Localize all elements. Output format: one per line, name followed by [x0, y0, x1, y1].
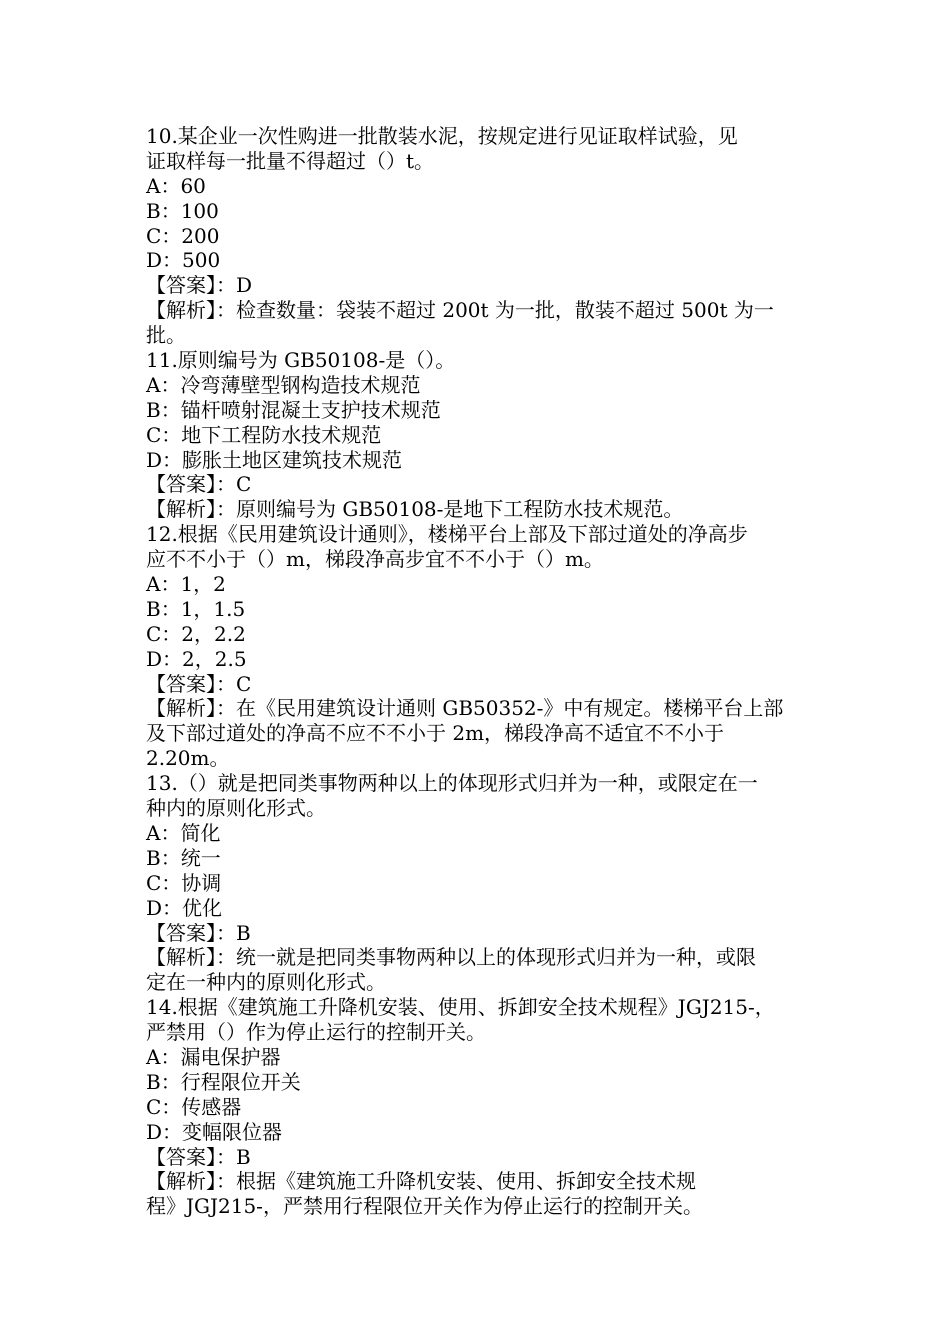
option-b: B：锚杆喷射混凝土支护技术规范	[146, 397, 441, 422]
option-b: B：统一	[146, 845, 221, 870]
analysis-line: 【解析】：在《民用建筑设计通则 GB50352-》中有规定。楼梯平台上部	[146, 696, 784, 721]
question-stem-line: 13.（）就是把同类事物两种以上的体现形式归并为一种，或限定在一	[146, 771, 758, 796]
analysis-line: 【解析】：原则编号为 GB50108-是地下工程防水技术规范。	[146, 497, 684, 522]
option-b: B：100	[146, 198, 219, 223]
option-b: B：行程限位开关	[146, 1069, 301, 1094]
option-c: C：200	[146, 223, 220, 248]
analysis-line: 【解析】：统一就是把同类事物两种以上的体现形式归并为一种，或限	[146, 945, 756, 970]
option-d: D：500	[146, 248, 221, 273]
answer-line: 【答案】：B	[146, 920, 251, 945]
analysis-line: 定在一种内的原则化形式。	[146, 970, 386, 995]
question-12	[146, 522, 812, 771]
analysis-line: 【解析】：根据《建筑施工升降机安装、使用、拆卸安全技术规	[146, 1169, 696, 1194]
question-list	[146, 124, 812, 1219]
option-b: B：1，1.5	[146, 596, 246, 621]
analysis-line: 程》JGJ215-，严禁用行程限位开关作为停止运行的控制开关。	[146, 1194, 703, 1219]
option-a: A：60	[146, 173, 206, 198]
option-d: D：膨胀土地区建筑技术规范	[146, 447, 403, 472]
question-stem-line: 种内的原则化形式。	[146, 796, 326, 821]
question-stem-line: 12.根据《民用建筑设计通则》，楼梯平台上部及下部过道处的净高步	[146, 522, 748, 547]
question-stem-line: 11.原则编号为 GB50108-是（）。	[146, 348, 456, 373]
option-a: A：1，2	[146, 572, 226, 597]
question-13	[146, 771, 812, 995]
answer-line: 【答案】：C	[146, 671, 252, 696]
question-stem-line: 10.某企业一次性购进一批散装水泥，按规定进行见证取样试验，见	[146, 124, 738, 148]
question-stem-line: 应不不小于（）m，梯段净高步宜不不小于（）m。	[146, 547, 604, 572]
option-d: D：变幅限位器	[146, 1119, 283, 1144]
analysis-line: 【解析】：检查数量：袋装不超过 200t 为一批，散装不超过 500t 为一	[146, 298, 774, 323]
question-stem-line: 严禁用（）作为停止运行的控制开关。	[146, 1020, 486, 1045]
question-stem-line: 14.根据《建筑施工升降机安装、使用、拆卸安全技术规程》JGJ215-，	[146, 995, 775, 1020]
question-10	[146, 124, 812, 348]
option-a: A：冷弯薄壁型钢构造技术规范	[146, 372, 421, 397]
answer-line: 【答案】：D	[146, 273, 253, 298]
question-stem-line: 证取样每一批量不得超过（）t。	[146, 148, 435, 173]
answer-line: 【答案】：B	[146, 1144, 251, 1169]
option-a: A：简化	[146, 820, 221, 845]
option-c: C：地下工程防水技术规范	[146, 422, 382, 447]
analysis-line: 2.20m。	[146, 746, 230, 771]
answer-line: 【答案】：C	[146, 472, 252, 497]
analysis-line: 批。	[146, 323, 186, 348]
option-c: C：传感器	[146, 1094, 242, 1119]
option-a: A：漏电保护器	[146, 1044, 281, 1069]
question-14	[146, 995, 812, 1219]
option-c: C：2，2.2	[146, 621, 246, 646]
option-d: D：2，2.5	[146, 646, 247, 671]
question-11	[146, 348, 812, 522]
option-c: C：协调	[146, 870, 222, 895]
analysis-line: 及下部过道处的净高不应不不小于 2m，梯段净高不适宜不不小于	[146, 721, 725, 746]
option-d: D：优化	[146, 895, 223, 920]
